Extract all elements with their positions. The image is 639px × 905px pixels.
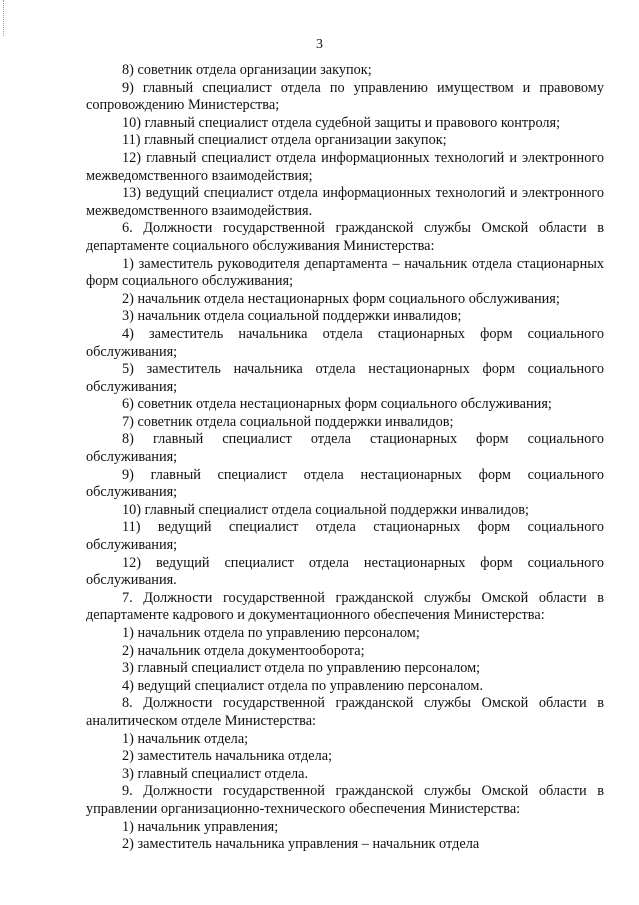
paragraph: 1) начальник отдела; [122, 730, 249, 747]
paragraph: 7) советник отдела социальной поддержки инвалидов; [122, 413, 454, 430]
paragraph: 3) главный специалист отдела по управлению персоналом; [122, 660, 481, 677]
paragraph: 3) начальник отдела социальной поддержки инвалидов; [122, 308, 462, 325]
paragraph: 1) начальник отдела по управлению персоналом; [122, 625, 420, 641]
paragraph: 2) начальник отдела документооборота; [122, 642, 365, 659]
paragraph: 4) ведущий специалист отдела по управлению персоналом. [122, 677, 484, 694]
paragraph: 10) главный специалист отдела судебной защиты и правового контроля; [122, 114, 561, 131]
paragraph: 12) ведущий специалист отдела нестационарных форм социального обслуживания. [86, 554, 604, 589]
paragraph: 9) главный специалист отдела по управлению имуществом и правовому сопровождению Министерства; [86, 79, 604, 114]
scan-margin-mark [3, 0, 7, 36]
page-number: 3 [316, 37, 323, 52]
paragraph: 12) главный специалист отдела информационных технологий и электронного межведомственного взаимодействия; [86, 149, 604, 184]
section-heading-6: 6. Должности государственной гражданской службы Омской области в департаменте социального обслуживания Министерства: [86, 220, 604, 254]
paragraph: 4) заместитель начальника отдела стационарных форм социального обслуживания; [86, 325, 604, 360]
paragraph: 8) главный специалист отдела стационарных форм социального обслуживания; [86, 431, 604, 466]
paragraph: 2) начальник отдела нестационарных форм социального обслуживания; [122, 290, 560, 307]
paragraph: 2) заместитель начальника управления – начальник отдела [122, 836, 480, 853]
paragraph: 2) заместитель начальника отдела; [122, 748, 333, 765]
paragraph: 9) главный специалист отдела нестационарных форм социального обслуживания; [86, 466, 604, 501]
paragraph: 5) заместитель начальника отдела нестационарных форм социального обслуживания; [86, 361, 604, 395]
paragraph: 10) главный специалист отдела социальной поддержки инвалидов; [122, 501, 529, 518]
paragraph: 8) советник отдела организации закупок; [122, 62, 372, 78]
paragraph: 13) ведущий специалист отдела информационных технологий и электронного межведомственного взаимодействия. [86, 185, 604, 219]
section-heading-9: 9. Должности государственной гражданской службы Омской области в управлении организационно-технического обеспечения Министерства: [86, 783, 604, 817]
section-heading-7: 7. Должности государственной гражданской службы Омской области в департаменте кадрового и документационного обеспечения Министерства: [86, 589, 604, 624]
section-heading-8: 8. Должности государственной гражданской службы Омской области в аналитическом отделе Министерства: [86, 695, 604, 729]
paragraph: 6) советник отдела нестационарных форм социального обслуживания; [122, 396, 552, 413]
paragraph: 11) главный специалист отдела организации закупок; [122, 132, 447, 149]
paragraph: 1) начальник управления; [122, 818, 279, 835]
paragraph: 1) заместитель руководителя департамента – начальник отдела стационарных форм социального обслуживания; [86, 255, 604, 290]
paragraph: 11) ведущий специалист отдела стационарных форм социального обслуживания; [86, 519, 604, 554]
paragraph: 3) главный специалист отдела. [122, 765, 309, 782]
document-body [86, 62, 604, 854]
